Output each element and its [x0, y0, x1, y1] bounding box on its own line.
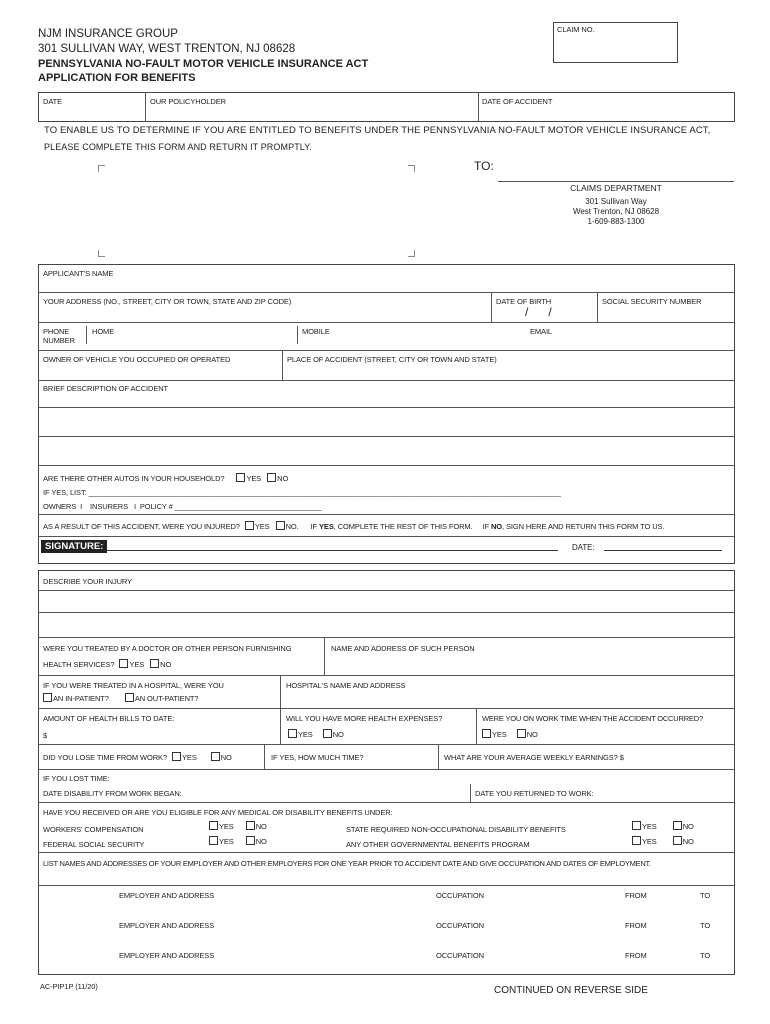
from-label: FROM [625, 891, 647, 900]
describe-injury-field[interactable] [40, 591, 733, 636]
lose-time-no-checkbox[interactable] [211, 752, 220, 761]
state-disability-yes-checkbox[interactable] [632, 821, 641, 830]
other-autos-no-label: NO [277, 474, 289, 483]
ssn-field[interactable] [599, 307, 733, 321]
health-bills-dollar: $ [43, 731, 48, 740]
other-autos-yes-label: YES [246, 474, 262, 483]
work-time-no-label: NO [526, 730, 538, 739]
ssn-label: SOCIAL SECURITY NUMBER [602, 297, 702, 306]
injured-yes-checkbox[interactable] [245, 521, 254, 530]
health-bills-label: AMOUNT OF HEALTH BILLS TO DATE: [43, 714, 175, 723]
other-autos-yes-checkbox[interactable] [236, 473, 245, 482]
injured-yes-label: YES [254, 522, 270, 531]
company-address: 301 SULLIVAN WAY, WEST TRENTON, NJ 08628 [38, 43, 296, 55]
federal-ss-yes-label: YES [219, 837, 234, 846]
autos-owners-line[interactable]: OWNERS I INSURERS I POLICY # ____________________________________ [43, 502, 322, 511]
returned-to-work-field[interactable] [598, 786, 732, 800]
email-field[interactable] [500, 336, 730, 348]
disability-began-field[interactable] [190, 786, 466, 800]
hospital-patient-row [43, 693, 198, 703]
how-much-time-label: IF YES, HOW MUCH TIME? [271, 753, 364, 762]
injured-no-label: NO. [285, 522, 299, 531]
federal-ss-no-checkbox[interactable] [246, 836, 255, 845]
occupation-label: OCCUPATION [436, 891, 484, 900]
workers-comp-row [209, 821, 267, 831]
accident-description-label: BRIEF DESCRIPTION OF ACCIDENT [43, 384, 169, 393]
dob-field[interactable]: / / [525, 305, 552, 319]
other-gov-no-label: NO [682, 837, 694, 846]
federal-ss-label: FEDERAL SOCIAL SECURITY [43, 840, 145, 849]
name-address-person-label: NAME AND ADDRESS OF SUCH PERSON [331, 644, 475, 653]
injured-no-checkbox[interactable] [276, 521, 285, 530]
applicant-name-field[interactable] [40, 279, 733, 291]
more-expenses-yes-label: YES [298, 730, 313, 739]
autos-list-line[interactable]: IF YES, LIST: ____________________________________________________________________________________________________________________ [43, 488, 561, 497]
name-address-person-field[interactable] [328, 654, 733, 674]
disability-began-label: DATE DISABILITY FROM WORK BEGAN: [43, 789, 182, 798]
claim-no-label: CLAIM NO. [557, 25, 595, 34]
from-label: FROM [625, 921, 647, 930]
hospital-name-label: HOSPITAL'S NAME AND ADDRESS [286, 681, 406, 690]
treated-question-line1: WERE YOU TREATED BY A DOCTOR OR OTHER PERSON FURNISHING [43, 644, 292, 653]
weekly-earnings-label: WHAT ARE YOUR AVERAGE WEEKLY EARNINGS? $ [444, 753, 624, 762]
other-gov-yes-checkbox[interactable] [632, 836, 641, 845]
occupation-label: OCCUPATION [436, 951, 484, 960]
injured-question: AS A RESULT OF THIS ACCIDENT, WERE YOU INJURED? [43, 522, 240, 531]
treated-no-checkbox[interactable] [150, 659, 159, 668]
employer-address-label: EMPLOYER AND ADDRESS [119, 891, 215, 900]
in-patient-checkbox[interactable] [43, 693, 52, 702]
form-title: PENNSYLVANIA NO-FAULT MOTOR VEHICLE INSURANCE ACT [38, 58, 369, 70]
address-label: YOUR ADDRESS (NO., STREET, CITY OR TOWN, STATE AND ZIP CODE) [43, 297, 292, 306]
accident-place-label: PLACE OF ACCIDENT (STREET, CITY OR TOWN AND STATE) [287, 355, 497, 364]
state-disability-label: STATE REQUIRED NON-OCCUPATIONAL DISABILITY BENEFITS [346, 825, 566, 834]
other-gov-no-checkbox[interactable] [673, 836, 682, 845]
lose-time-row [43, 752, 232, 762]
date-field[interactable] [40, 108, 144, 120]
address-field[interactable] [40, 307, 490, 321]
other-gov-yes-label: YES [642, 837, 657, 846]
other-autos-question: ARE THERE OTHER AUTOS IN YOUR HOUSEHOLD? [43, 474, 225, 483]
lose-time-question: DID YOU LOSE TIME FROM WORK? [43, 753, 168, 762]
mobile-field[interactable] [302, 336, 492, 348]
claims-dept-name: CLAIMS DEPARTMENT [570, 183, 662, 193]
company-name: NJM INSURANCE GROUP [38, 28, 178, 40]
more-expenses-no-label: NO [332, 730, 344, 739]
applicant-name-label: APPLICANT'S NAME [43, 269, 114, 278]
lose-time-yes-label: YES [182, 753, 197, 762]
to-label: TO [700, 891, 711, 900]
more-expenses-no-checkbox[interactable] [323, 729, 332, 738]
more-expenses-yes-checkbox[interactable] [288, 729, 297, 738]
home-phone-field[interactable] [92, 336, 292, 348]
window-corner-bl [98, 250, 105, 257]
mobile-label: MOBILE [302, 327, 330, 336]
claims-dept-street: 301 Sullivan Way [585, 197, 647, 206]
accident-place-field[interactable] [285, 365, 733, 378]
federal-ss-row [209, 836, 267, 846]
work-time-no-checkbox[interactable] [517, 729, 526, 738]
claims-dept-address [498, 183, 734, 227]
more-expenses-row [288, 729, 344, 739]
workers-comp-no-checkbox[interactable] [246, 821, 255, 830]
accident-description-field[interactable] [40, 394, 733, 464]
employer-address-label: EMPLOYER AND ADDRESS [119, 951, 215, 960]
out-patient-checkbox[interactable] [125, 693, 134, 702]
lost-time-label: IF YOU LOST TIME: [43, 774, 110, 783]
injured-row [43, 521, 664, 531]
hospital-question: IF YOU WERE TREATED IN A HOSPITAL, WERE YOU [43, 681, 224, 690]
form-number: AC-PIP1P (11/20) [40, 982, 98, 991]
workers-comp-yes-label: YES [219, 822, 234, 831]
policyholder-label: OUR POLICYHOLDER [150, 97, 226, 106]
intro-line-2: PLEASE COMPLETE THIS FORM AND RETURN IT PROMPTLY. [44, 142, 312, 152]
to-label: TO: [474, 159, 494, 173]
federal-ss-no-label: NO [255, 837, 267, 846]
claim-no-field[interactable] [553, 22, 678, 63]
employer-address-label: EMPLOYER AND ADDRESS [119, 921, 215, 930]
work-time-row [482, 729, 538, 739]
employer-row[interactable] [40, 947, 733, 975]
more-expenses-label: WILL YOU HAVE MORE HEALTH EXPENSES? [286, 714, 443, 723]
federal-ss-yes-checkbox[interactable] [209, 836, 218, 845]
workers-comp-label: WORKERS' COMPENSATION [43, 825, 144, 834]
out-patient-label: AN OUT-PATIENT? [134, 694, 199, 703]
other-autos-row [43, 473, 288, 483]
how-much-time-field[interactable] [370, 750, 436, 764]
continued-notice: CONTINUED ON REVERSE SIDE [494, 985, 648, 996]
phone-label: PHONE [43, 327, 70, 336]
home-phone-label: HOME [92, 327, 115, 336]
claims-dept-city: West Trenton, NJ 08628 [572, 207, 660, 216]
workers-comp-yes-checkbox[interactable] [209, 821, 218, 830]
work-time-yes-label: YES [492, 730, 507, 739]
employer-row[interactable] [40, 887, 733, 915]
occupation-label: OCCUPATION [436, 921, 484, 930]
weekly-earnings-field[interactable] [632, 750, 732, 764]
state-disability-row [632, 821, 694, 831]
intro-line-1: TO ENABLE US TO DETERMINE IF YOU ARE ENTITLED TO BENEFITS UNDER THE PENNSYLVANIA NO-FAULT MOTOR VEHICLE INSURANCE ACT, [44, 125, 711, 136]
other-autos-no-checkbox[interactable] [267, 473, 276, 482]
returned-to-work-label: DATE YOU RETURNED TO WORK: [475, 789, 594, 798]
date-of-accident-field[interactable] [480, 108, 733, 120]
signature-label: SIGNATURE: [41, 540, 107, 553]
treated-yes-checkbox[interactable] [119, 659, 128, 668]
state-disability-yes-label: YES [642, 822, 657, 831]
dob-label: DATE OF BIRTH [496, 297, 552, 306]
list-employers-instruction: LIST NAMES AND ADDRESSES OF YOUR EMPLOYER AND OTHER EMPLOYERS FOR ONE YEAR PRIOR TO ACCIDENT DATE AND GIVE OCCUPATION AND DATES OF EMPLOYMENT. [43, 859, 651, 868]
from-label: FROM [625, 951, 647, 960]
lose-time-no-label: NO [220, 753, 232, 762]
other-gov-label: ANY OTHER GOVERNMENTAL BENEFITS PROGRAM [346, 840, 530, 849]
benefits-eligible-question: HAVE YOU RECEIVED OR ARE YOU ELIGIBLE FOR ANY MEDICAL OR DISABILITY BENEFITS UNDER: [43, 808, 393, 817]
vehicle-owner-label: OWNER OF VEHICLE YOU OCCUPIED OR OPERATED [43, 355, 231, 364]
health-bills-field[interactable] [52, 727, 277, 741]
if-no-instruction: IF NO, SIGN HERE AND RETURN THIS FORM TO US. [482, 522, 665, 531]
signature-line[interactable] [106, 550, 558, 551]
to-label: TO [700, 951, 711, 960]
employer-row[interactable] [40, 917, 733, 945]
state-disability-no-label: NO [682, 822, 694, 831]
signature-date-field[interactable] [604, 550, 722, 551]
treated-row [43, 659, 171, 669]
policyholder-field[interactable] [147, 108, 477, 120]
window-corner-tr [408, 165, 415, 172]
date-label: DATE [43, 97, 63, 106]
work-time-yes-checkbox[interactable] [482, 729, 491, 738]
if-yes-instruction: IF YES, COMPLETE THE REST OF THIS FORM. [310, 522, 473, 531]
workers-comp-no-label: NO [255, 822, 267, 831]
lose-time-yes-checkbox[interactable] [172, 752, 181, 761]
treated-yes-label: YES [129, 660, 145, 669]
vehicle-owner-field[interactable] [40, 365, 280, 378]
window-corner-br [408, 250, 415, 257]
treated-no-label: NO [160, 660, 172, 669]
hospital-name-field[interactable] [284, 691, 733, 707]
email-label: EMAIL [530, 327, 553, 336]
work-time-label: WERE YOU ON WORK TIME WHEN THE ACCIDENT OCCURRED? [482, 714, 703, 723]
window-corner-tl [98, 165, 105, 172]
signature-date-label: DATE: [572, 543, 595, 552]
other-gov-row [632, 836, 694, 846]
claims-dept-phone: 1-609-883-1300 [587, 217, 645, 226]
to-label: TO [700, 921, 711, 930]
date-of-accident-label: DATE OF ACCIDENT [482, 97, 553, 106]
form-subtitle: APPLICATION FOR BENEFITS [38, 72, 196, 84]
treated-question-line2: HEALTH SERVICES? [43, 660, 115, 669]
describe-injury-label: DESCRIBE YOUR INJURY [43, 577, 132, 586]
number-label: NUMBER [43, 336, 75, 345]
in-patient-label: AN IN-PATIENT? [53, 694, 109, 703]
state-disability-no-checkbox[interactable] [673, 821, 682, 830]
